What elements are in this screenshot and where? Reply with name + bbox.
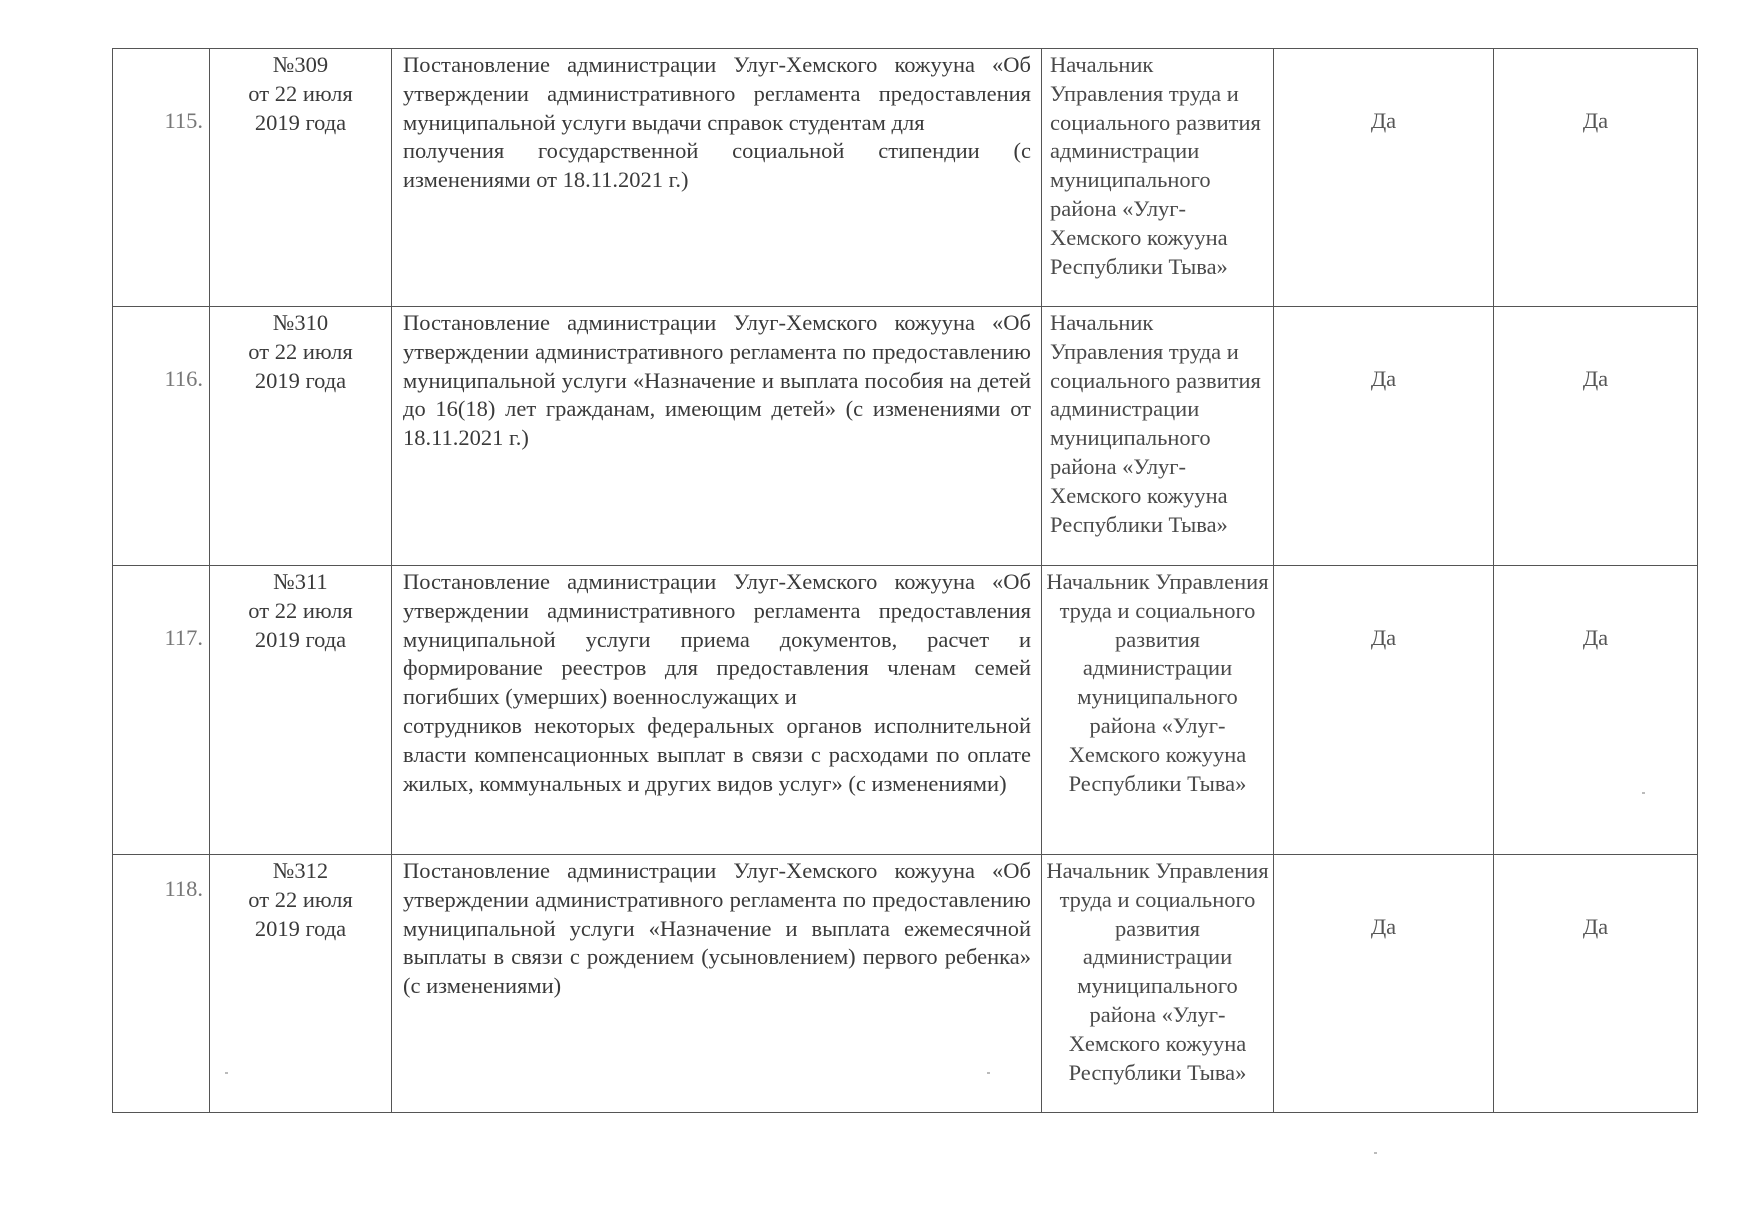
document-number: №310 от 22 июля 2019 года	[248, 310, 353, 393]
flag-value-2: Да	[1582, 914, 1609, 939]
row-number-cell	[113, 307, 210, 566]
document-number-cell	[210, 566, 392, 855]
flag-cell-2	[1494, 566, 1698, 855]
document-number: №311 от 22 июля 2019 года	[248, 569, 353, 652]
document-number-cell	[210, 49, 392, 307]
document-title-cell	[392, 49, 1042, 307]
row-number: 117.	[164, 625, 203, 650]
document-number: №312 от 22 июля 2019 года	[248, 858, 353, 941]
responsible-official: Начальник Управления труда и социального развития администрации муниципального района «Улуг-Хемского кожууна Республики Тыва»	[1046, 858, 1269, 1085]
flag-cell-1	[1274, 855, 1494, 1113]
scan-speck	[1642, 792, 1645, 794]
responsible-official: Начальник Управления труда и социального развития администрации муниципального района «Улуг-Хемского кожууна Республики Тыва»	[1050, 310, 1261, 537]
scan-speck	[225, 1072, 228, 1074]
document-title-cell	[392, 855, 1042, 1113]
flag-cell-2	[1494, 49, 1698, 307]
document-number-cell	[210, 855, 392, 1113]
flag-value-1: Да	[1370, 366, 1397, 391]
flag-value-2: Да	[1582, 625, 1609, 650]
table-row	[113, 49, 1698, 307]
flag-value-1: Да	[1370, 108, 1397, 133]
document-number: №309 от 22 июля 2019 года	[248, 52, 353, 135]
flag-cell-1	[1274, 566, 1494, 855]
flag-cell-1	[1274, 49, 1494, 307]
registry-table	[112, 48, 1698, 1113]
document-title: Постановление администрации Улуг-Хемского кожууна «Об утверждении административного регламента по предоставлению муниципальной услуги «Назначение и выплата пособия на детей до 16(18) лет гражданам, имеющим детей» (с изменениями от 18.11.2021 г.)	[403, 310, 1031, 451]
row-number-cell	[113, 855, 210, 1113]
responsible-official: Начальник Управления труда и социального развития администрации муниципального района «Улуг-Хемского кожууна Республики Тыва»	[1046, 569, 1269, 796]
responsible-cell	[1042, 49, 1274, 307]
scan-speck	[1374, 1152, 1377, 1154]
document-title-cell	[392, 307, 1042, 566]
responsible-cell	[1042, 307, 1274, 566]
row-number-cell	[113, 49, 210, 307]
document-title: Постановление администрации Улуг-Хемского кожууна «Об утверждении административного регламента предоставления муниципальной услуги выдачи справок студентам для получения государственной социальной стипендии (с изменениями от 18.11.2021 г.)	[403, 52, 1031, 193]
flag-cell-2	[1494, 307, 1698, 566]
table-row	[113, 566, 1698, 855]
flag-value-2: Да	[1582, 108, 1609, 133]
row-number-cell	[113, 566, 210, 855]
table-row	[113, 307, 1698, 566]
responsible-official: Начальник Управления труда и социального развития администрации муниципального района «Улуг-Хемского кожууна Республики Тыва»	[1050, 52, 1261, 279]
flag-cell-1	[1274, 307, 1494, 566]
document-title-cell	[392, 566, 1042, 855]
scan-speck	[987, 1072, 990, 1074]
flag-value-2: Да	[1582, 366, 1609, 391]
document-number-cell	[210, 307, 392, 566]
row-number: 115.	[164, 108, 203, 133]
document-title: Постановление администрации Улуг-Хемского кожууна «Об утверждении административного регламента по предоставлению муниципальной услуги «Назначение и выплата ежемесячной выплаты в связи с рождением (усыновлением) первого ребенка» (с изменениями)	[403, 858, 1031, 999]
document-title: Постановление администрации Улуг-Хемского кожууна «Об утверждении административного регламента предоставления муниципальной услуги приема документов, расчет и формирование реестров для предоставления членам семей погибших (умерших) военнослужащих и сотрудников некоторых федеральных органов исполнительной власти компенсационных выплат в связи с расходами по оплате жилых, коммунальных и других видов услуг» (с изменениями)	[403, 569, 1031, 796]
responsible-cell	[1042, 855, 1274, 1113]
flag-value-1: Да	[1370, 625, 1397, 650]
responsible-cell	[1042, 566, 1274, 855]
flag-value-1: Да	[1370, 914, 1397, 939]
flag-cell-2	[1494, 855, 1698, 1113]
row-number: 116.	[164, 366, 203, 391]
table-row	[113, 855, 1698, 1113]
row-number: 118.	[164, 876, 203, 901]
